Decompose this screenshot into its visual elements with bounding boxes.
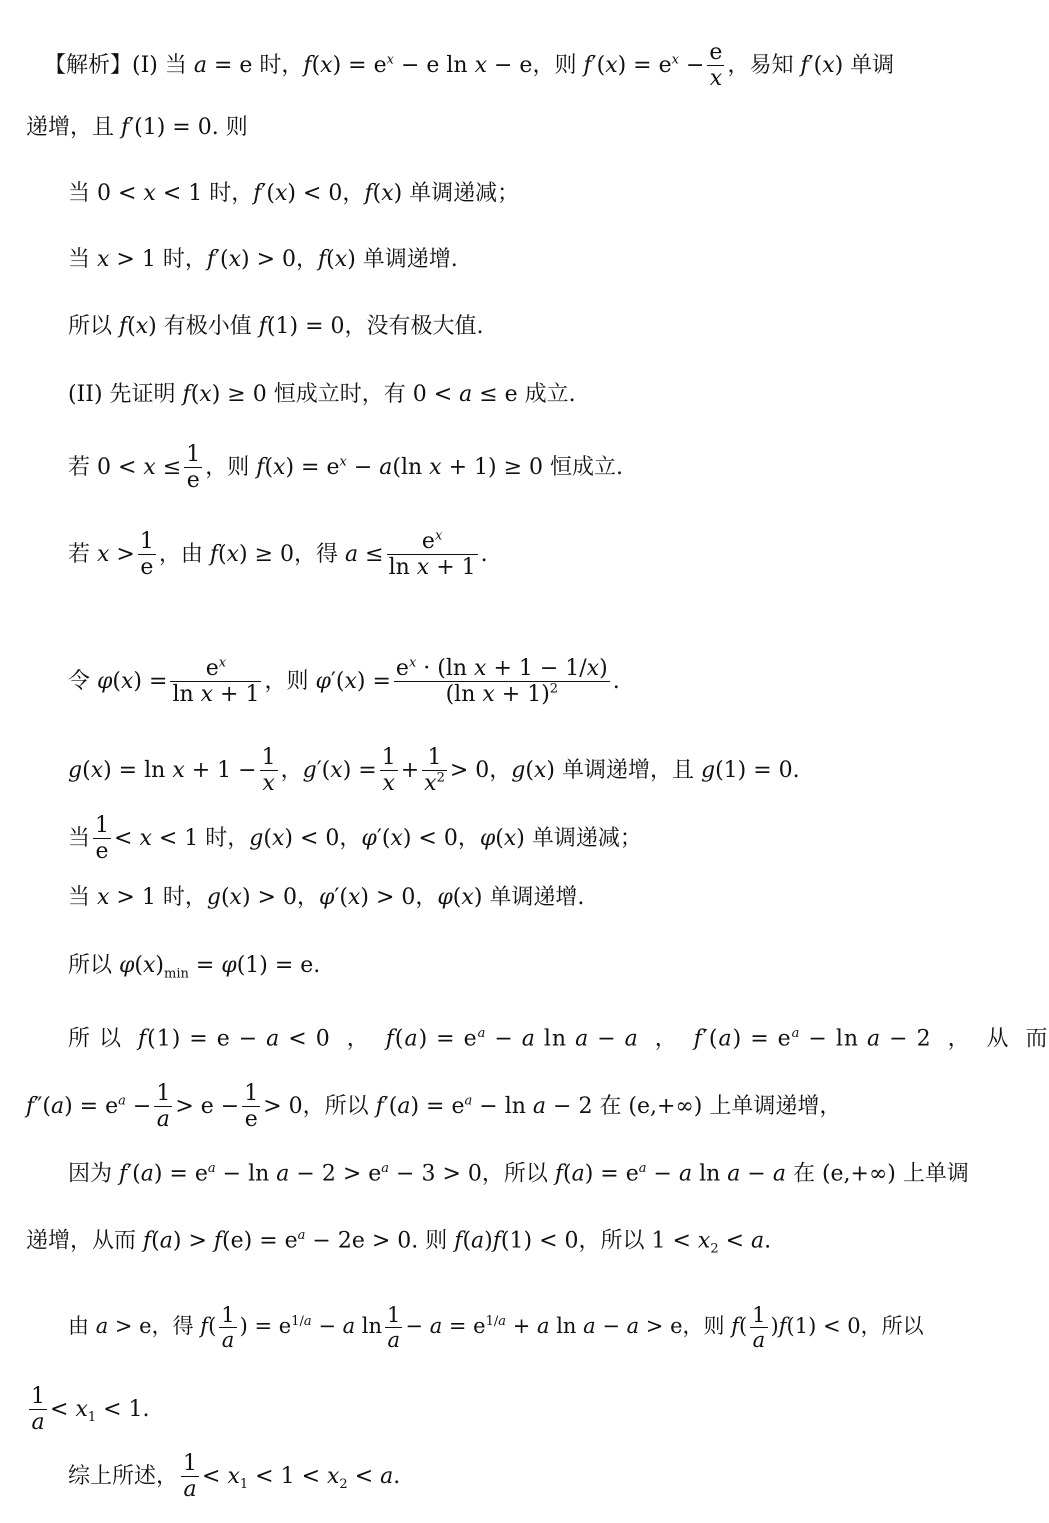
line-3: 当 0 < x < 1 时，f′(x) < 0，f(x) 单调递减；: [68, 181, 520, 206]
line-2: 递增，且 f′(1) = 0. 则: [26, 115, 248, 140]
line-9: 令 φ(x) = $\frac{e^x}{\text{ln x + 1}}$ ，则 φ′(x) = $\frac{e^x \cdot (\ln x + 1 - 1/x)}{(\ln x + 1)^2}$ .: [68, 655, 620, 708]
line-16: 因为 $f'(a) = e^a - \ln a - 2 > e^a - 3 > 0$，所以 $f(a) = e^a - a$ ln a − a 在 (e,+∞) 上单调: [68, 1161, 969, 1187]
line-10: g(x) = ln x + 1 − $\frac{1}{x}$ ，g′(x) = $\frac{1}{x}$ + $\frac{1}{x^2}$ > 0，g(x) 单调递增，且 g(1) = 0.: [68, 745, 800, 797]
line-11: 当 $\frac{1}{e}$ < x < 1 时，g(x) < 0，φ′(x) < 0，φ(x) 单调递减；: [68, 813, 642, 865]
line-1: 【解析】(I) 当 a = e 时，$f(x) = e^x - e$ ln x − e，则 $f'(x) = e^x$ − $\frac{e}{x}$ ，易知 f′(x) 单调: [44, 40, 895, 92]
line-13: 所以 $\varphi(x)_{min} = \varphi(1) = e$.: [68, 953, 321, 982]
line-7: 若 0 < x ≤ $\frac{1}{e}$ ，则 $f(x) = e^x - a(\ln$ x + 1) ≥ 0 恒成立.: [68, 442, 623, 494]
line-20: 综上所述， $\frac{1}{a}$ < $x_1 < 1 < x_2 < a$.: [68, 1451, 401, 1503]
line-15: $f''(a) = e^a$ − $\frac{1}{a}$ > e − $\frac{1}{e}$ > 0，所以 $f'(a) = e^a - \ln a - 2$ 在 (e,+∞) 上单调递增，: [26, 1081, 842, 1133]
line-18: 由 a > e，得 f( $\frac{1}{a}$ ) = $e^{1/a} - a$ ln $\frac{1}{a}$ − $a = e^{1/a} + a$ ln a − a > e，则 f( $\frac{1}{a}$ )f(1) < 0，所以: [68, 1302, 924, 1352]
line-12: 当 x > 1 时，g(x) > 0，φ′(x) > 0，φ(x) 单调递增.: [68, 885, 585, 910]
line-17: 递增，从而 $f(a) > f(e) = e^a - 2e > 0$. 则 f(a)f(1) < 0，所以 $1 < x_2 < a$.: [26, 1228, 772, 1257]
line-5: 所以 f(x) 有极小值 f(1) = 0，没有极大值.: [68, 314, 484, 339]
line-8: 若 x > $\frac{1}{e}$ ，由 f(x) ≥ 0，得 a ≤ $\frac{e^x}{\text{ln x + 1}}$ .: [68, 528, 488, 581]
line-4: 当 x > 1 时，f′(x) > 0，f(x) 单调递增.: [68, 247, 458, 272]
line-6: (II) 先证明 f(x) ≥ 0 恒成立时，有 0 < a ≤ e 成立.: [68, 382, 576, 407]
line-19: $\frac{1}{a}$ < $x_1 < 1$.: [31, 1384, 150, 1436]
line-14: 所 以 f(1) = e − a < 0 ， $f(a) = e^a - a$ ln a − a ， $f'(a) = e^a - \ln a - 2$ ， 从 而: [68, 1026, 1049, 1052]
